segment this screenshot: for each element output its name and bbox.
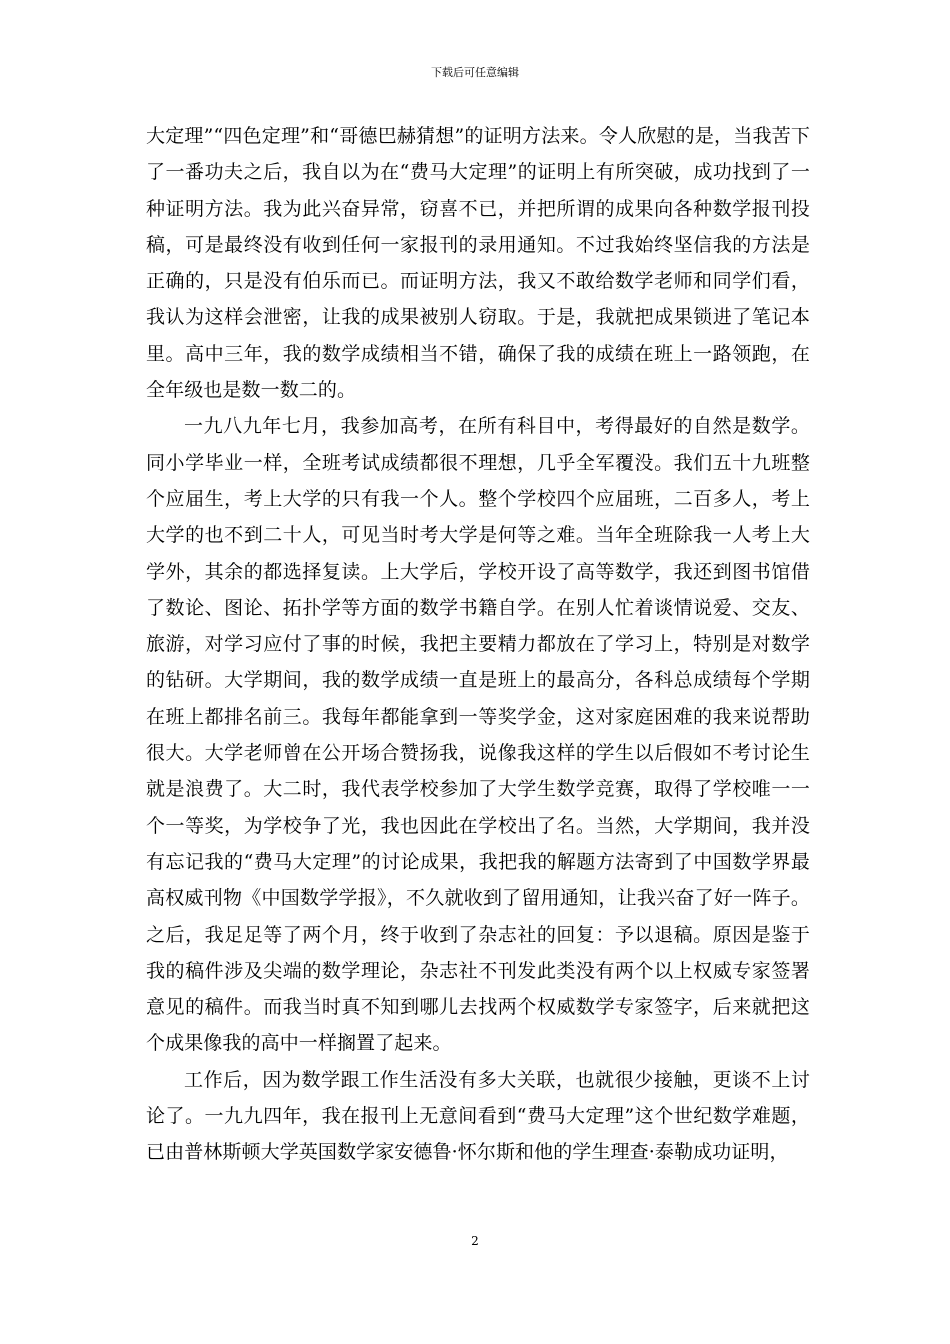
paragraph-1: 大定理”“四色定理”和“哥德巴赫猜想”的证明方法来。令人欣慰的是，当我苦下了一番功夫之后，我自以为在“费马大定理”的证明上有所突破，成功找到了一种证明方法。我为此兴奋异常，窃喜不已，并把所谓的成果向各种数学报刊投稿，可是最终没有收到任何一家报刊的录用通知。不过我始终坚信我的方法是正确的，只是没有伯乐而已。而证明方法，我又不敢给数学老师和同学们看，我认为这样会泄密，让我的成果被别人窃取。于是，我就把成果锁进了笔记本里。高中三年，我的数学成绩相当不错，确保了我的成绩在班上一路领跑，在全年级也是数一数二的。 bbox=[146, 125, 810, 402]
page-number: 2 bbox=[471, 1234, 479, 1248]
paragraph-3: 工作后，因为数学跟工作生活没有多大关联，也就很少接触，更谈不上讨论了。一九九四年，我在报刊上无意间看到“费马大定理”这个世纪数学难题，已由普林斯顿大学英国数学家安德鲁·怀尔斯和他的学生理查·泰勒成功证明， bbox=[146, 1068, 810, 1164]
document-body bbox=[146, 118, 810, 1171]
paragraph-2: 一九八九年七月，我参加高考，在所有科目中，考得最好的自然是数学。同小学毕业一样，全班考试成绩都很不理想，几乎全军覆没。我们五十九班整个应届生，考上大学的只有我一个人。整个学校四个应届班，二百多人，考上大学的也不到二十人，可见当时考大学是何等之难。当年全班除我一人考上大学外，其余的都选择复读。上大学后，学校开设了高等数学，我还到图书馆借了数论、图论、拓扑学等方面的数学书籍自学。在别人忙着谈情说爱、交友、旅游，对学习应付了事的时候，我把主要精力都放在了学习上，特别是对数学的钻研。大学期间，我的数学成绩一直是班上的最高分，各科总成绩每个学期在班上都排名前三。我每年都能拿到一等奖学金，这对家庭困难的我来说帮助很大。大学老师曾在公开场合赞扬我，说像我这样的学生以后假如不考讨论生就是浪费了。大二时，我代表学校参加了大学生数学竞赛，取得了学校唯一一个一等奖，为学校争了光，我也因此在学校出了名。当然，大学期间，我并没有忘记我的“费马大定理”的讨论成果，我把我的解题方法寄到了中国数学界最高权威刊物《中国数学学报》，不久就收到了留用通知，让我兴奋了好一阵子。之后，我足足等了两个月，终于收到了杂志社的回复：予以退稿。原因是鉴于我的稿件涉及尖端的数学理论，杂志社不刊发此类没有两个以上权威专家签署意见的稿件。而我当时真不知到哪儿去找两个权威数学专家签字，后来就把这个成果像我的高中一样搁置了起来。 bbox=[146, 415, 810, 1055]
page-header: 下载后可任意编辑 bbox=[431, 66, 519, 79]
